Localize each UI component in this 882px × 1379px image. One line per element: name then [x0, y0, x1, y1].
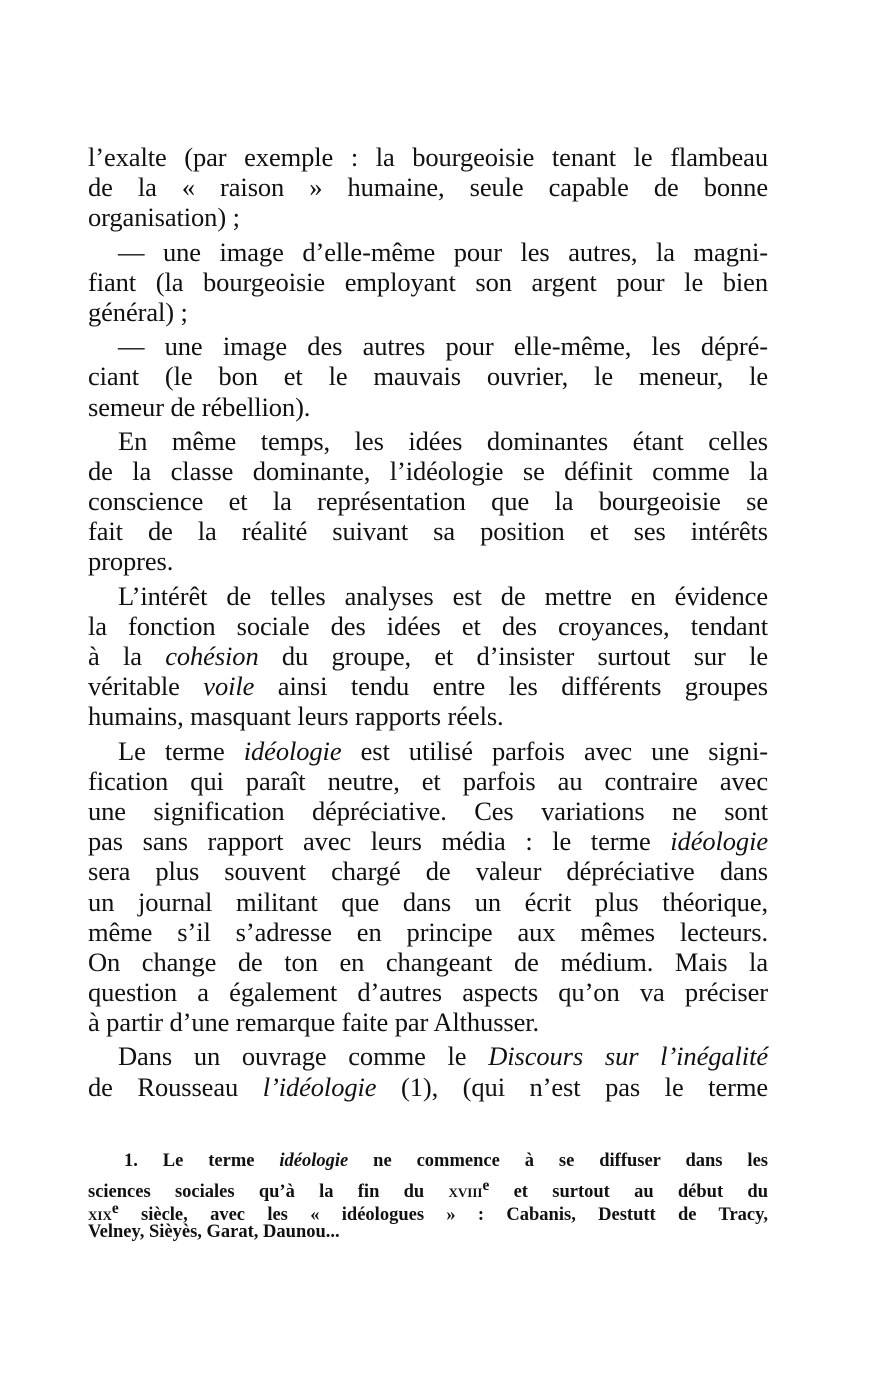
- text-line: propres.: [88, 546, 174, 577]
- superscript: e: [482, 1176, 490, 1194]
- text-line: même s’il s’adresse en principe aux mêmes lecteurs.: [88, 916, 768, 947]
- century-numeral: xviii: [448, 1181, 483, 1202]
- text-line: semeur de rébellion).: [88, 391, 311, 422]
- paragraph-1: [88, 142, 768, 233]
- text-line: sera plus souvent chargé de valeur dépréciative dans: [88, 856, 768, 887]
- century-numeral: xix: [88, 1205, 112, 1226]
- text-line: On change de ton en changeant de médium. Mais la: [88, 946, 768, 977]
- footnote: [88, 1150, 768, 1244]
- paragraph-7: [88, 1041, 768, 1101]
- text-line: de la « raison » humaine, seule capable de bonne: [88, 172, 768, 203]
- text-line: En même temps, les idées dominantes étant celles: [118, 425, 768, 456]
- text-line: l’exalte (par exemple : la bourgeoisie tenant le flambeau: [88, 142, 768, 172]
- text-line: véritable voile ainsi tendu entre les différents groupes: [88, 671, 768, 702]
- text-line: L’intérêt de telles analyses est de mettre en évidence: [118, 580, 768, 611]
- footnote-line: Velney, Sièyès, Garat, Daunou...: [88, 1221, 340, 1242]
- footnote-line: xix$^e$ siècle, avec les « idéologues » : Cabanis, Destutt de Tracy,: [88, 1200, 768, 1226]
- italic-term: cohésion: [165, 641, 259, 671]
- text-line: question a également d’autres aspects qu’on va préciser: [88, 977, 768, 1008]
- text-line: à partir d’une remarque faite par Althusser.: [88, 1007, 540, 1038]
- text-line: humains, masquant leurs rapports réels.: [88, 701, 504, 732]
- text-line: une signification dépréciative. Ces variations ne sont: [88, 795, 768, 826]
- body-text: [88, 142, 768, 1106]
- text-line: Le terme idéologie est utilisé parfois avec une signi-: [118, 735, 768, 766]
- text-line: — une image d’elle-même pour les autres, la magni-: [118, 236, 768, 267]
- text-line: de la classe dominante, l’idéologie se définit comme la: [88, 455, 768, 486]
- text-line: — une image des autres pour elle-même, les dépré-: [118, 331, 768, 362]
- italic-term: idéologie: [243, 735, 342, 766]
- text-line: fiant (la bourgeoisie employant son argent pour le bien: [88, 266, 768, 297]
- text-line: organisation) ;: [88, 202, 240, 233]
- italic-title: Discours sur l’inégalité: [488, 1041, 768, 1072]
- paragraph-3: [88, 331, 768, 422]
- text-line: ciant (le bon et le mauvais ouvrier, le meneur, le: [88, 361, 768, 392]
- text-line: la fonction sociale des idées et des croyances, tendant: [88, 610, 768, 641]
- text-line: général) ;: [88, 296, 188, 327]
- text-line: fait de la réalité suivant sa position et ses intérêts: [88, 516, 768, 547]
- text-line: Dans un ouvrage comme le Discours sur l’inégalité: [118, 1041, 768, 1072]
- italic-term: voile: [203, 671, 255, 702]
- text-line: fication qui paraît neutre, et parfois au contraire avec: [88, 765, 768, 796]
- italic-term: idéologie: [670, 826, 768, 857]
- footnote-line: 1. Le terme idéologie ne commence à se diffuser dans les: [124, 1151, 768, 1171]
- text-line: à la cohésion du groupe, et d’insister surtout sur le: [88, 641, 769, 671]
- italic-term: l’idéologie: [262, 1071, 377, 1102]
- paragraph-4: [88, 426, 768, 577]
- italic-term: idéologie: [279, 1151, 349, 1171]
- paragraph-6: [88, 736, 768, 1038]
- superscript: e: [111, 1200, 119, 1218]
- footnote-line: sciences sociales qu’à la fin du xviii$^e$ et surtout au début du: [88, 1176, 768, 1202]
- text-line: un journal militant que dans un écrit plus théorique,: [88, 886, 768, 917]
- paragraph-2: [88, 237, 768, 328]
- paragraph-5: [88, 581, 768, 732]
- text-line: conscience et la représentation que la bourgeoisie se: [88, 486, 768, 517]
- text-line: pas sans rapport avec leurs média : le terme idéologie: [88, 826, 768, 857]
- text-line: de Rousseau l’idéologie (1), (qui n’est pas le terme: [88, 1071, 768, 1102]
